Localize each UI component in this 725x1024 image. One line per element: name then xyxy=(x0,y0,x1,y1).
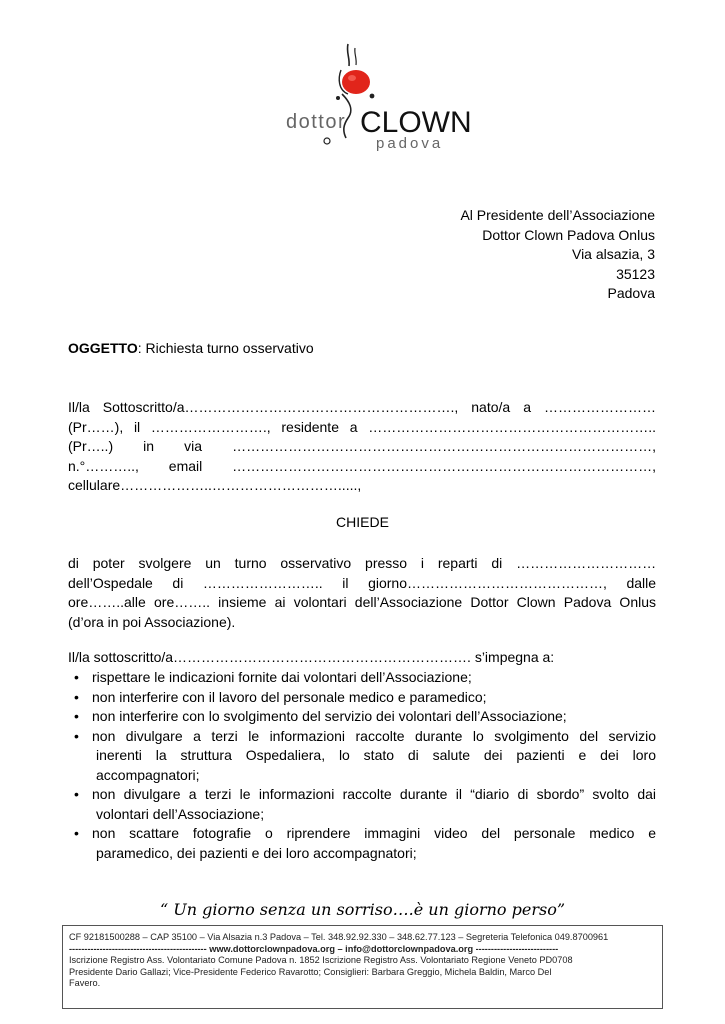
intro-line: n.°……….., email ………………………………………………………………………………, xyxy=(68,457,656,474)
logo-word-dottor: dottor xyxy=(286,111,347,133)
logo-small-circle xyxy=(324,138,330,144)
subject-text: : Richiesta turno osservativo xyxy=(137,340,314,356)
bullet-icon: • xyxy=(74,669,79,685)
subject-line xyxy=(68,340,314,356)
bullet-icon: • xyxy=(74,727,79,744)
list-item: • non divulgare a terzi le informazioni raccolte durante lo svolgimento del servizio inerenti la struttura Ospedaliera, lo stato di salute dei pazienti e dei loro accompagnatori; xyxy=(74,727,656,783)
bullet-icon: • xyxy=(74,825,79,841)
recipient-line: Padova xyxy=(607,285,655,301)
logo-hair-stroke xyxy=(347,44,349,66)
recipient-address xyxy=(460,206,655,304)
list-item: • non scattare fotografie o riprendere immagini video del personale medico e paramedico, dei pazienti e dei loro accompagnatori; xyxy=(74,825,656,861)
footer-web-line: --------------------------------------------- www.dottorclownpadova.org – info@dottorclownpadova.org --------------------------- xyxy=(69,943,559,954)
intro-line: (Pr…..) in via ………………………………………………………………………………, xyxy=(68,438,656,454)
motto: “ Un giorno senza un sorriso….è un giorno perso” xyxy=(159,900,566,919)
request-line-1: di poter svolgere un turno osservativo presso i reparti di ………………………… xyxy=(68,555,657,571)
footer-line: Presidente Dario Gallazi; Vice-Presidente Federico Ravarotto; Consiglieri: Barbara Greggio, Michela Baldin, Marco Del xyxy=(69,966,552,977)
subject-label: OGGETTO xyxy=(68,340,138,356)
request-line-4: (d’ora in poi Associazione). xyxy=(68,613,236,630)
request-line-3: ore……..alle ore…….. insieme ai volontari dell’Associazione Dottor Clown Padova Onlus xyxy=(68,594,656,610)
list-item: • rispettare le indicazioni fornite dai volontari dell’Associazione; xyxy=(68,668,656,688)
intro-line: Il/la Sottoscritto/a…………………………………………………., nato/a a …………………… xyxy=(68,399,657,415)
footer-box xyxy=(62,925,663,1009)
footer-line: Iscrizione Registro Ass. Volontariato Comune Padova n. 1852 Iscrizione Registro Ass. Volontariato Regione Veneto PD0708 xyxy=(69,955,573,965)
intro-line: cellulare………………..………………………....., xyxy=(68,477,362,493)
request-line-2: dell’Ospedale di …………………….. il giorno……………………………………, dalle xyxy=(68,574,657,591)
logo-word-padova: padova xyxy=(376,135,444,152)
request-paragraph xyxy=(68,554,656,632)
recipient-line: Dottor Clown Padova Onlus xyxy=(482,226,655,243)
intro-paragraph xyxy=(68,398,656,496)
bullet-icon: • xyxy=(74,688,79,705)
logo-red-nose xyxy=(342,70,370,94)
intro-line: (Pr……), il ……………………., residente a …………………………………………………….. xyxy=(68,418,657,435)
commitment-list xyxy=(68,668,656,863)
recipient-line: 35123 xyxy=(616,265,655,282)
logo-hair-stroke-2 xyxy=(355,48,356,65)
list-item: • non interferire con lo svolgimento del servizio dei volontari dell’Associazione; xyxy=(68,707,656,727)
list-item: • non divulgare a terzi le informazioni raccolte durante il “diario di sbordo” svolto dai volontari dell’Associazione; xyxy=(74,786,656,822)
footer-line: CF 92181500288 – CAP 35100 – Via Alsazia n.3 Padova – Tel. 348.92.92.330 – 348.62.77.123 – Segreteria Telefonica 049.8700961 xyxy=(69,932,609,942)
commitment-intro: Il/la sottoscritto/a………………………………………………………. s’impegna a: xyxy=(68,649,555,665)
bullet-icon: • xyxy=(74,786,79,802)
logo-word-clown: CLOWN xyxy=(360,106,472,139)
recipient-line: Al Presidente dell’Associazione xyxy=(460,207,655,223)
list-item: • non interferire con il lavoro del personale medico e paramedico; xyxy=(68,688,656,708)
dottor-clown-logo xyxy=(280,38,472,158)
bullet-icon: • xyxy=(74,708,79,724)
footer-line: Favero. xyxy=(69,978,101,988)
chiede-heading: CHIEDE xyxy=(336,514,389,530)
recipient-line: Via alsazia, 3 xyxy=(571,246,655,262)
